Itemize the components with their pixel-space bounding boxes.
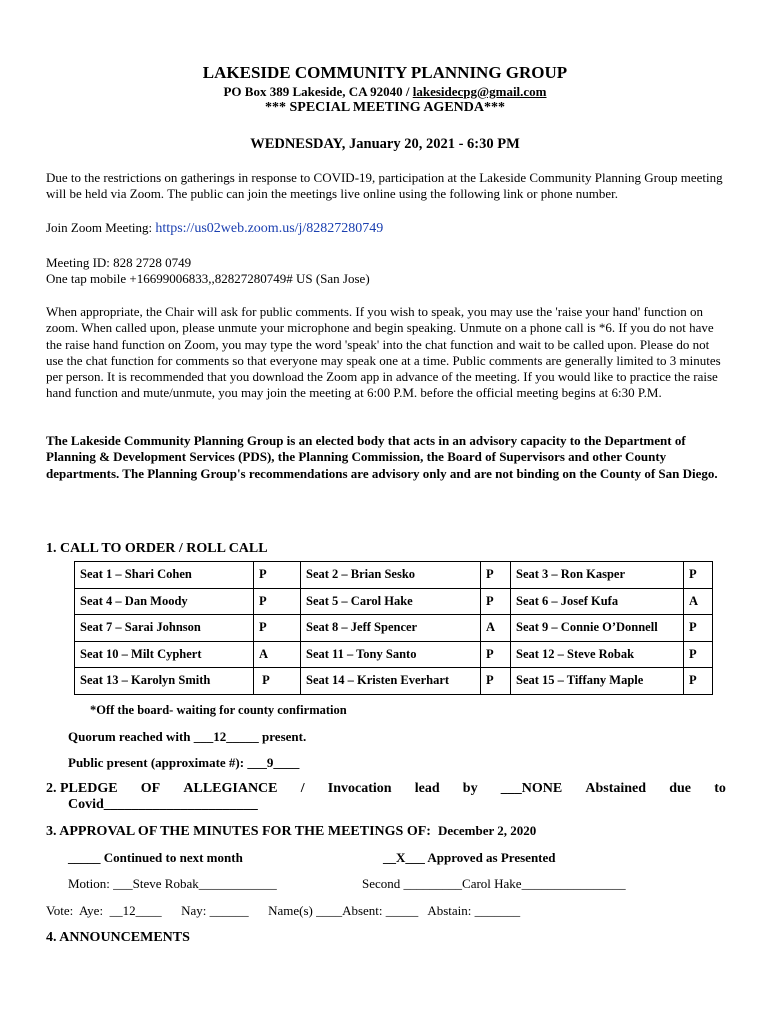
minutes-heading-line — [46, 823, 536, 840]
roll-call-row — [75, 668, 713, 695]
seat-name: Seat 14 – Kristen Everhart — [301, 668, 481, 695]
address-line — [0, 84, 770, 100]
zoom-link[interactable]: https://us02web.zoom.us/j/82827280749 — [155, 221, 384, 236]
roll-call-heading: 1. CALL TO ORDER / ROLL CALL — [46, 541, 268, 556]
agenda-type: *** SPECIAL MEETING AGENDA*** — [265, 100, 505, 115]
seat-name: Seat 5 – Carol Hake — [301, 588, 481, 615]
continued-option: _____ Continued to next month — [68, 850, 243, 865]
seat-status: P — [684, 562, 713, 589]
pledge-word: OF — [140, 781, 161, 796]
seat-status: P — [481, 641, 511, 668]
announcements-heading: 4. ANNOUNCEMENTS — [46, 930, 190, 945]
roll-call-row — [75, 562, 713, 589]
seat-status: P — [254, 562, 301, 589]
pledge-word: Invocation — [327, 781, 392, 796]
meeting-date: WEDNESDAY, January 20, 2021 - 6:30 PM — [250, 136, 520, 152]
roll-call-row — [75, 641, 713, 668]
seat-status: P — [684, 641, 713, 668]
address-text: PO Box 389 Lakeside, CA 92040 / — [223, 84, 413, 99]
pledge-word: Abstained — [585, 781, 647, 796]
intro-paragraph: Due to the restrictions on gatherings in response to COVID-19, participation at the Lakeside Community Planning Group meeting will be held via Zoom. The public can join the meetings live online using the following link or phone number. — [46, 170, 723, 202]
public-present-line: Public present (approximate #): ___9____ — [68, 755, 300, 770]
seat-status: P — [254, 588, 301, 615]
one-tap-mobile: One tap mobile +16699006833,,82827280749# US (San Jose) — [46, 271, 370, 286]
seat-name: Seat 10 – Milt Cyphert — [75, 641, 254, 668]
seat-name: Seat 4 – Dan Moody — [75, 588, 254, 615]
minutes-heading: 3. APPROVAL OF THE MINUTES FOR THE MEETINGS OF: — [46, 824, 431, 839]
seat-status: P — [481, 588, 511, 615]
roll-footnote: *Off the board- waiting for county confirmation — [90, 703, 347, 717]
advisory-paragraph: The Lakeside Community Planning Group is an elected body that acts in an advisory capacity to the Department of Planning & Development Services (PDS), the Planning Commission, the Board of Supervisors and other County departments. The Planning Group's recommendations are advisory only and are not binding on the County of San Diego. — [46, 433, 718, 481]
seat-status: P — [254, 615, 301, 642]
motion-line: Motion: ___Steve Robak____________ — [68, 876, 277, 891]
seat-status: A — [254, 641, 301, 668]
pledge-word: by — [462, 781, 478, 796]
seat-status: P — [684, 668, 713, 695]
pledge-word: ALLEGIANCE — [183, 781, 278, 796]
pledge-word: to — [714, 781, 726, 796]
seat-status: P — [481, 562, 511, 589]
pledge-word: / — [300, 781, 305, 796]
roll-call-row — [75, 588, 713, 615]
seat-name: Seat 7 – Sarai Johnson — [75, 615, 254, 642]
pledge-word: due — [669, 781, 692, 796]
pledge-word: ___NONE — [500, 781, 563, 796]
seat-name: Seat 1 – Shari Cohen — [75, 562, 254, 589]
seat-name: Seat 12 – Steve Robak — [511, 641, 684, 668]
approved-option: __X___ Approved as Presented — [383, 850, 556, 865]
pledge-word: lead — [414, 781, 440, 796]
seat-status: A — [684, 588, 713, 615]
zoom-join-line — [46, 220, 383, 237]
pledge-covid: Covid______________________ — [68, 797, 258, 812]
instructions-paragraph: When appropriate, the Chair will ask for public comments. If you wish to speak, you may use the 'raise your hand' function on zoom. When called upon, please unmute your microphone and begin speaking. Unmute on a phone call is *6. If you do not have the raise hand function on Zoom, you may type the word 'speak' into the chat function and wait to be called upon. Please do not use the chat function for comments so that everyone may speak one at a time. Public comments are generally limited to 3 minutes per person. It is recommended that you download the Zoom app in advance of the meeting. If you would like to practice the raise hand function and mute/unmute, you may join the meeting at 6:00 P.M. before the official meeting begins at 6:30 P.M. — [46, 304, 721, 401]
pledge-line — [46, 781, 726, 797]
seat-status: P — [684, 615, 713, 642]
second-line: Second _________Carol Hake________________ — [362, 876, 626, 891]
document-title: LAKESIDE COMMUNITY PLANNING GROUP — [202, 63, 568, 82]
pledge-word: 2. PLEDGE — [46, 781, 118, 796]
seat-name: Seat 15 – Tiffany Maple — [511, 668, 684, 695]
roll-call-table — [74, 561, 713, 695]
email-link[interactable]: lakesidecpg@gmail.com — [412, 84, 547, 99]
seat-name: Seat 3 – Ron Kasper — [511, 562, 684, 589]
meeting-id: Meeting ID: 828 2728 0749 — [46, 255, 192, 270]
seat-status: A — [481, 615, 511, 642]
seat-status: P — [254, 668, 301, 695]
roll-call-row — [75, 615, 713, 642]
vote-line: Vote: Aye: __12____ Nay: ______ Name(s) ____Absent: _____ Abstain: _______ — [46, 903, 521, 918]
quorum-line: Quorum reached with ___12_____ present. — [68, 729, 307, 744]
seat-name: Seat 11 – Tony Santo — [301, 641, 481, 668]
seat-name: Seat 2 – Brian Sesko — [301, 562, 481, 589]
seat-name: Seat 8 – Jeff Spencer — [301, 615, 481, 642]
seat-status: P — [481, 668, 511, 695]
zoom-join-label: Join Zoom Meeting: — [46, 220, 156, 235]
seat-name: Seat 13 – Karolyn Smith — [75, 668, 254, 695]
seat-name: Seat 9 – Connie O’Donnell — [511, 615, 684, 642]
minutes-date: December 2, 2020 — [437, 823, 537, 838]
seat-name: Seat 6 – Josef Kufa — [511, 588, 684, 615]
